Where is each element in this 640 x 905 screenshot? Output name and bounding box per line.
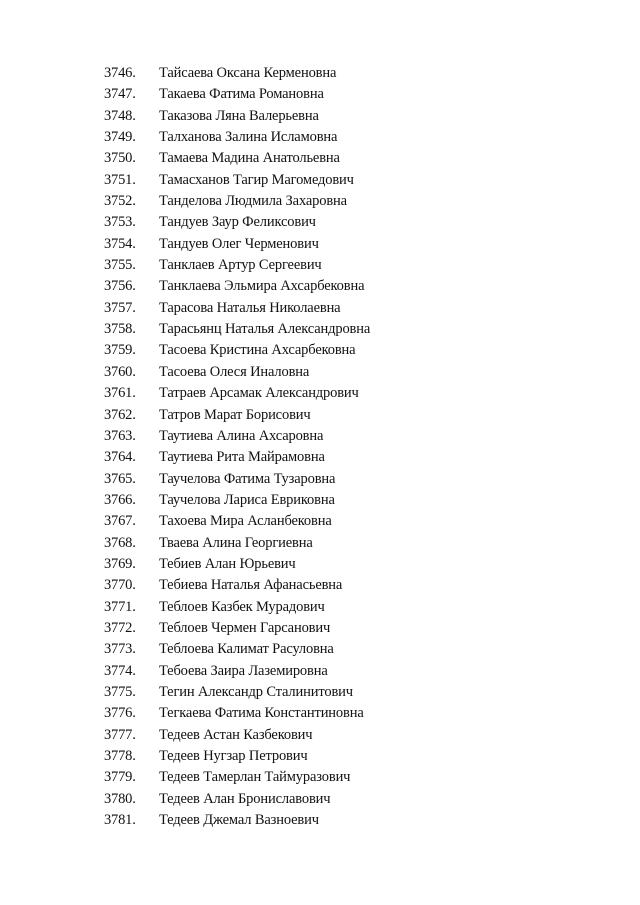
entry-name: Теблоева Калимат Расуловна [159,641,334,658]
entry-number: 3775. [104,683,136,700]
entry-name: Танклаева Эльмира Ахсарбековна [159,278,365,295]
entry-number: 3751. [104,171,136,188]
entry-number: 3779. [104,769,136,786]
entry-number: 3764. [104,449,136,466]
entry-number: 3750. [104,150,136,167]
entry-number: 3769. [104,555,136,572]
list-item [0,682,640,703]
list-item [0,106,640,127]
entry-number: 3763. [104,427,136,444]
entry-name: Тасоева Кристина Ахсарбековна [159,342,356,359]
list-item [0,170,640,191]
entry-number: 3757. [104,299,136,316]
list-item [0,148,640,169]
list-item [0,362,640,383]
entry-number: 3762. [104,406,136,423]
entry-number: 3776. [104,705,136,722]
entry-number: 3766. [104,491,136,508]
entry-name: Тебиев Алан Юрьевич [159,555,296,572]
entry-number: 3746. [104,65,136,81]
entry-name: Тедеев Астан Казбекович [159,726,313,743]
entry-number: 3767. [104,513,136,530]
list-item [0,511,640,532]
entry-name: Тандуев Олег Черменович [159,235,319,252]
entry-name: Тамасханов Тагир Магомедович [159,171,354,188]
entry-name: Теблоев Казбек Мурадович [159,598,325,615]
list-item [0,276,640,297]
entry-number: 3768. [104,534,136,551]
entry-name: Тебиева Наталья Афанасьевна [159,577,343,594]
entry-name: Талханова Залина Исламовна [159,129,338,146]
entry-number: 3748. [104,107,136,124]
entry-name: Тайсаева Оксана Керменовна [159,65,337,81]
entry-name: Таказова Ляна Валерьевна [159,107,319,124]
entry-number: 3747. [104,86,136,103]
entry-name: Тваева Алина Георгиевна [159,534,313,551]
entry-number: 3756. [104,278,136,295]
entry-name: Тарасьянц Наталья Александровна [159,321,371,338]
entry-name: Таучелова Лариса Евриковна [159,491,335,508]
list-item [0,490,640,511]
entry-number: 3771. [104,598,136,615]
list-item [0,255,640,276]
entry-name: Тедеев Тамерлан Таймуразович [159,769,351,786]
list-item [0,426,640,447]
entry-name: Тарасова Наталья Николаевна [159,299,341,316]
entry-name: Тегкаева Фатима Константиновна [159,705,364,722]
list-item [0,725,640,746]
list-item [0,298,640,319]
list-item [0,789,640,810]
entry-number: 3777. [104,726,136,743]
entry-number: 3781. [104,812,136,829]
entry-number: 3752. [104,193,136,210]
list-item [0,767,640,788]
entry-name: Татраев Арсамак Александрович [159,385,359,402]
name-list [0,63,640,831]
entry-number: 3759. [104,342,136,359]
list-item [0,447,640,468]
entry-number: 3765. [104,470,136,487]
entry-number: 3772. [104,619,136,636]
entry-name: Таучелова Фатима Тузаровна [159,470,336,487]
entry-name: Тандуев Заур Феликсович [159,214,316,231]
list-item [0,405,640,426]
entry-name: Таутиева Алина Ахсаровна [159,427,324,444]
entry-name: Тебоева Заира Лаземировна [159,662,328,679]
list-item [0,84,640,105]
entry-number: 3753. [104,214,136,231]
entry-name: Татров Марат Борисович [159,406,311,423]
entry-name: Тегин Александр Сталинитович [159,683,353,700]
entry-name: Тахоева Мира Асланбековна [159,513,332,530]
entry-number: 3761. [104,385,136,402]
list-item [0,703,640,724]
entry-name: Тедеев Джемал Вазноевич [159,812,319,829]
list-item [0,597,640,618]
entry-number: 3755. [104,257,136,274]
list-item [0,661,640,682]
entry-name: Танделова Людмила Захаровна [159,193,347,210]
list-item [0,191,640,212]
list-item [0,533,640,554]
entry-number: 3773. [104,641,136,658]
list-item [0,127,640,148]
list-item [0,63,640,84]
list-item [0,234,640,255]
list-item [0,383,640,404]
entry-name: Тедеев Нугзар Петрович [159,748,308,764]
list-item [0,810,640,831]
entry-name: Тасоева Олеся Иналовна [159,363,310,380]
entry-name: Таутиева Рита Майрамовна [159,449,325,466]
entry-name: Тедеев Алан Брониславович [159,790,331,807]
entry-name: Теблоев Чермен Гарсанович [159,619,331,636]
list-item [0,746,640,767]
list-item [0,639,640,660]
entry-number: 3758. [104,321,136,338]
list-item [0,618,640,639]
entry-number: 3760. [104,363,136,380]
list-item [0,575,640,596]
entry-number: 3780. [104,790,136,807]
entry-name: Такаева Фатима Романовна [159,86,324,103]
entry-name: Танклаев Артур Сергеевич [159,257,322,274]
entry-number: 3754. [104,235,136,252]
list-item [0,212,640,233]
list-item [0,340,640,361]
list-item [0,554,640,575]
list-item [0,319,640,340]
list-item [0,469,640,490]
entry-number: 3749. [104,129,136,146]
entry-name: Тамаева Мадина Анатольевна [159,150,340,167]
entry-number: 3774. [104,662,136,679]
entry-number: 3778. [104,748,136,764]
entry-number: 3770. [104,577,136,594]
